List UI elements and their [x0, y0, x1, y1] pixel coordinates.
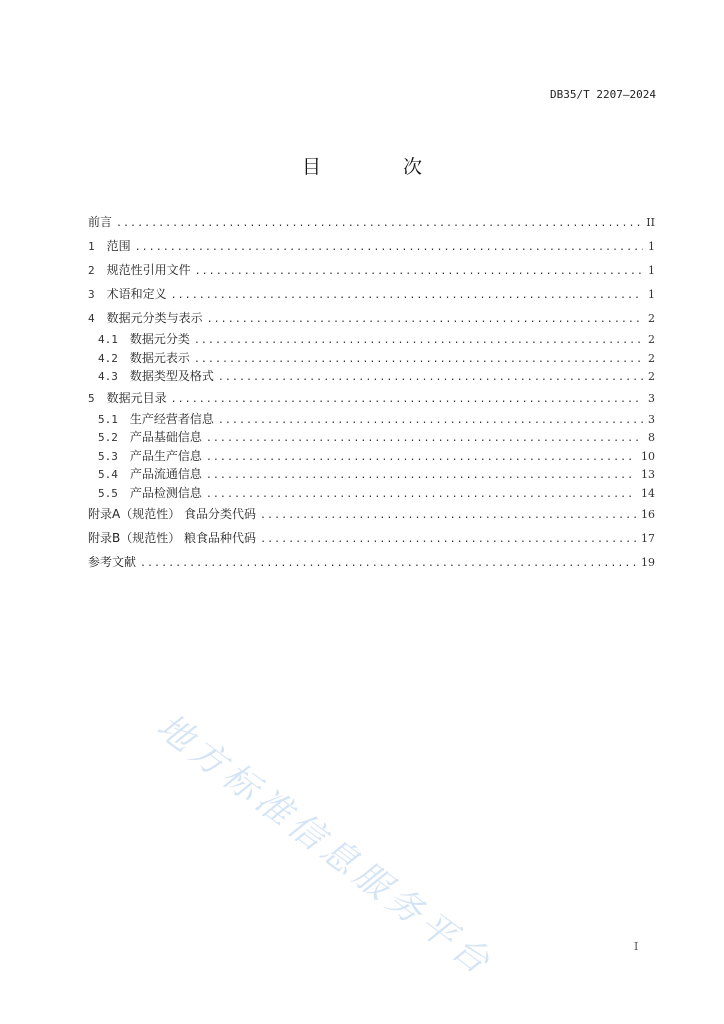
toc-item-label: 数据元表示 [129, 350, 190, 365]
toc-item-label: 参考文献 [88, 555, 137, 569]
toc-leader-dots [206, 467, 636, 486]
toc-item-page: 3 [648, 412, 655, 426]
toc-item-page: 1 [648, 240, 655, 253]
toc-leader-dots [194, 351, 643, 370]
document-code: DB35/T 2207—2024 [550, 88, 656, 101]
toc-item-number: 5.3 [98, 449, 118, 463]
toc-item-number: 4 [88, 312, 95, 325]
toc-item-number: 5.5 [98, 486, 118, 500]
toc-item-data-element-catalog[interactable] [88, 386, 655, 410]
toc-item-page: 2 [648, 351, 655, 365]
toc-item-data-element-classification[interactable] [88, 306, 655, 330]
toc-item-label: 范围 [106, 239, 131, 253]
toc-item-page: 2 [648, 370, 655, 383]
toc-leader-dots [194, 332, 643, 351]
toc-item-label: 数据元目录 [106, 390, 167, 405]
toc-item-page: 16 [641, 508, 655, 521]
toc-item-foreword[interactable] [88, 210, 655, 234]
toc-item-page: 3 [648, 391, 655, 405]
toc-item-5-2[interactable] [88, 428, 655, 447]
toc-item-page: 14 [641, 486, 655, 500]
toc-item-number: 4.3 [98, 370, 118, 383]
toc-item-normative-references[interactable] [88, 258, 655, 282]
toc-item-number: 1 [88, 240, 95, 253]
table-of-contents [88, 210, 655, 574]
toc-item-page: 10 [641, 449, 655, 463]
toc-item-bibliography[interactable] [88, 550, 655, 574]
toc-item-label: 前言 [88, 215, 113, 229]
toc-item-label: 产品检测信息 [129, 485, 202, 500]
toc-item-4-1[interactable] [88, 330, 655, 349]
toc-item-page: II [646, 216, 655, 229]
toc-item-label: 附录A（规范性） 食品分类代码 [88, 507, 257, 521]
toc-leader-dots [206, 430, 643, 449]
toc-item-number: 5.2 [98, 431, 118, 444]
toc-item-number: 5 [88, 391, 95, 405]
toc-item-4-2[interactable] [88, 349, 655, 368]
toc-item-label: 数据元分类与表示 [106, 311, 203, 325]
toc-title: 目 次 [301, 156, 461, 178]
toc-item-page: 2 [648, 333, 655, 346]
toc-item-5-5[interactable] [88, 484, 655, 503]
toc-leader-dots [140, 552, 636, 576]
toc-item-appendix-b[interactable] [88, 526, 655, 550]
toc-item-5-3[interactable] [88, 447, 655, 466]
toc-item-page: 17 [641, 532, 655, 545]
toc-item-5-1[interactable] [88, 410, 655, 429]
toc-item-number: 3 [88, 288, 95, 301]
toc-item-5-4[interactable] [88, 465, 655, 484]
toc-item-appendix-a[interactable] [88, 502, 655, 526]
toc-leader-dots [218, 412, 643, 431]
toc-leader-dots [171, 284, 643, 308]
toc-item-page: 1 [648, 288, 655, 301]
toc-item-number: 4.2 [98, 351, 118, 365]
toc-item-label: 规范性引用文件 [106, 263, 191, 277]
toc-item-page: 19 [641, 556, 655, 569]
toc-item-page: 8 [648, 431, 655, 444]
toc-item-page: 2 [648, 312, 655, 325]
toc-leader-dots [171, 388, 643, 412]
toc-leader-dots [116, 212, 641, 236]
watermark: 地方标准信息服务平台 [149, 706, 501, 986]
toc-item-4-3[interactable] [88, 367, 655, 386]
toc-leader-dots [207, 308, 643, 332]
toc-item-label: 产品流通信息 [129, 467, 202, 481]
toc-leader-dots [260, 528, 636, 552]
toc-item-number: 4.1 [98, 333, 118, 346]
toc-item-label: 附录B（规范性） 粮食品种代码 [88, 531, 257, 545]
toc-item-label: 数据元分类 [129, 332, 190, 346]
toc-item-page: 13 [641, 468, 655, 481]
toc-leader-dots [195, 260, 643, 284]
toc-item-terms-definitions[interactable] [88, 282, 655, 306]
toc-item-label: 术语和定义 [106, 287, 167, 301]
toc-leader-dots [206, 486, 636, 505]
toc-leader-dots [206, 449, 636, 468]
toc-item-page: 1 [648, 264, 655, 277]
toc-item-number: 5.1 [98, 412, 118, 426]
toc-item-label: 产品基础信息 [129, 430, 202, 444]
toc-item-label: 产品生产信息 [129, 448, 202, 463]
toc-item-number: 2 [88, 264, 95, 277]
toc-item-scope[interactable] [88, 234, 655, 258]
toc-item-label: 数据类型及格式 [129, 369, 214, 383]
toc-item-number: 5.4 [98, 468, 118, 481]
toc-item-label: 生产经营者信息 [129, 411, 214, 426]
page-number: I [634, 940, 639, 953]
toc-leader-dots [260, 504, 636, 528]
toc-leader-dots [135, 236, 643, 260]
toc-leader-dots [218, 369, 643, 388]
